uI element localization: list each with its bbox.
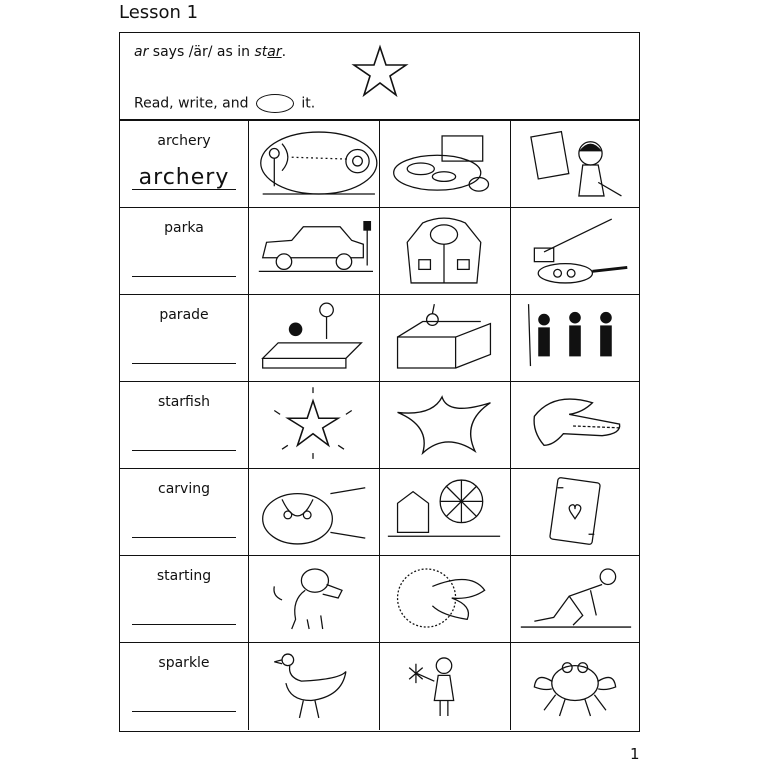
- rule-says: says /är/ as in: [148, 44, 255, 60]
- vocab-word: archery: [157, 133, 211, 149]
- word-row: [120, 208, 639, 295]
- instr-after: it.: [301, 95, 316, 112]
- picture-cell[interactable]: [511, 208, 639, 294]
- picture-cell[interactable]: [511, 382, 639, 468]
- picture-cell[interactable]: [511, 295, 639, 381]
- vocab-word: parka: [164, 220, 204, 236]
- vocab-word: sparkle: [158, 655, 210, 671]
- vocab-word: starting: [156, 568, 212, 584]
- page-number: 1: [630, 745, 640, 763]
- vocab-word: carving: [158, 481, 210, 497]
- picture-cell[interactable]: [380, 295, 511, 381]
- lesson-title: Lesson 1: [119, 2, 199, 23]
- rule-end: .: [281, 44, 287, 60]
- picture-cell[interactable]: [249, 295, 380, 381]
- worksheet: [119, 32, 640, 732]
- write-line[interactable]: [132, 537, 236, 538]
- open-box-icon: [384, 299, 504, 377]
- phonics-rule: [134, 44, 286, 60]
- word-cell: [120, 469, 249, 555]
- word-cell: [120, 208, 249, 294]
- word-cell: [120, 643, 249, 730]
- word-row: [120, 643, 639, 730]
- picture-cell[interactable]: [380, 382, 511, 468]
- lion-icon: [384, 560, 504, 638]
- vocab-word: parade: [159, 307, 209, 323]
- picture-cell[interactable]: [511, 121, 639, 207]
- shining-star-icon: [253, 386, 373, 464]
- star-icon: [350, 45, 410, 97]
- instr-before: Read, write, and: [134, 95, 249, 112]
- parka-jacket-icon: [384, 212, 504, 290]
- write-line[interactable]: [132, 450, 236, 451]
- archery-target-icon: [253, 125, 373, 203]
- word-cell: [120, 556, 249, 642]
- word-cell: [120, 121, 249, 207]
- rule-ar: ar: [134, 44, 149, 60]
- word-cell: [120, 382, 249, 468]
- starfish-icon: [384, 386, 504, 464]
- picture-cell[interactable]: [511, 643, 639, 730]
- crab-icon: [515, 647, 635, 725]
- picture-cell[interactable]: [249, 556, 380, 642]
- duck-icon: [253, 647, 373, 725]
- word-row: [120, 469, 639, 556]
- write-line[interactable]: [132, 624, 236, 625]
- circle-oval-icon: [256, 94, 294, 113]
- girl-sparkler-icon: [384, 647, 504, 725]
- vocab-word: starfish: [157, 394, 211, 410]
- marching-band-icon: [515, 299, 635, 377]
- picture-cell[interactable]: [380, 208, 511, 294]
- written-example: archery: [138, 165, 230, 190]
- picture-cell[interactable]: [511, 469, 639, 555]
- pumpkin-carving-icon: [253, 473, 373, 551]
- dog-icon: [253, 560, 373, 638]
- girl-painting-icon: [515, 125, 635, 203]
- write-line[interactable]: [132, 711, 236, 712]
- frying-pan-icon: [515, 212, 635, 290]
- word-row: [120, 295, 639, 382]
- amusement-park-icon: [384, 473, 504, 551]
- sandbox-kids-icon: [253, 299, 373, 377]
- picture-cell[interactable]: [249, 469, 380, 555]
- picture-cell[interactable]: [249, 121, 380, 207]
- word-row: [120, 121, 639, 208]
- picture-cell[interactable]: [511, 556, 639, 642]
- picture-cell[interactable]: [249, 643, 380, 730]
- picture-cell[interactable]: [249, 208, 380, 294]
- picture-cell[interactable]: [380, 643, 511, 730]
- worksheet-header: [120, 33, 639, 121]
- picture-cell[interactable]: [380, 121, 511, 207]
- rule-ar-underlined: ar: [267, 44, 282, 60]
- write-line[interactable]: [132, 189, 236, 190]
- word-row: [120, 556, 639, 643]
- car-icon: [253, 212, 373, 290]
- alligator-icon: [515, 386, 635, 464]
- picture-cell[interactable]: [249, 382, 380, 468]
- rule-st: st: [254, 44, 268, 60]
- word-cell: [120, 295, 249, 381]
- picture-cell[interactable]: [380, 556, 511, 642]
- picture-cell[interactable]: [380, 469, 511, 555]
- write-line[interactable]: [132, 276, 236, 277]
- word-row: [120, 382, 639, 469]
- food-plate-icon: [384, 125, 504, 203]
- playing-card-icon: [515, 473, 635, 551]
- word-grid: [120, 121, 639, 731]
- runner-starting-icon: [515, 560, 635, 638]
- write-line[interactable]: [132, 363, 236, 364]
- instructions: [134, 94, 315, 113]
